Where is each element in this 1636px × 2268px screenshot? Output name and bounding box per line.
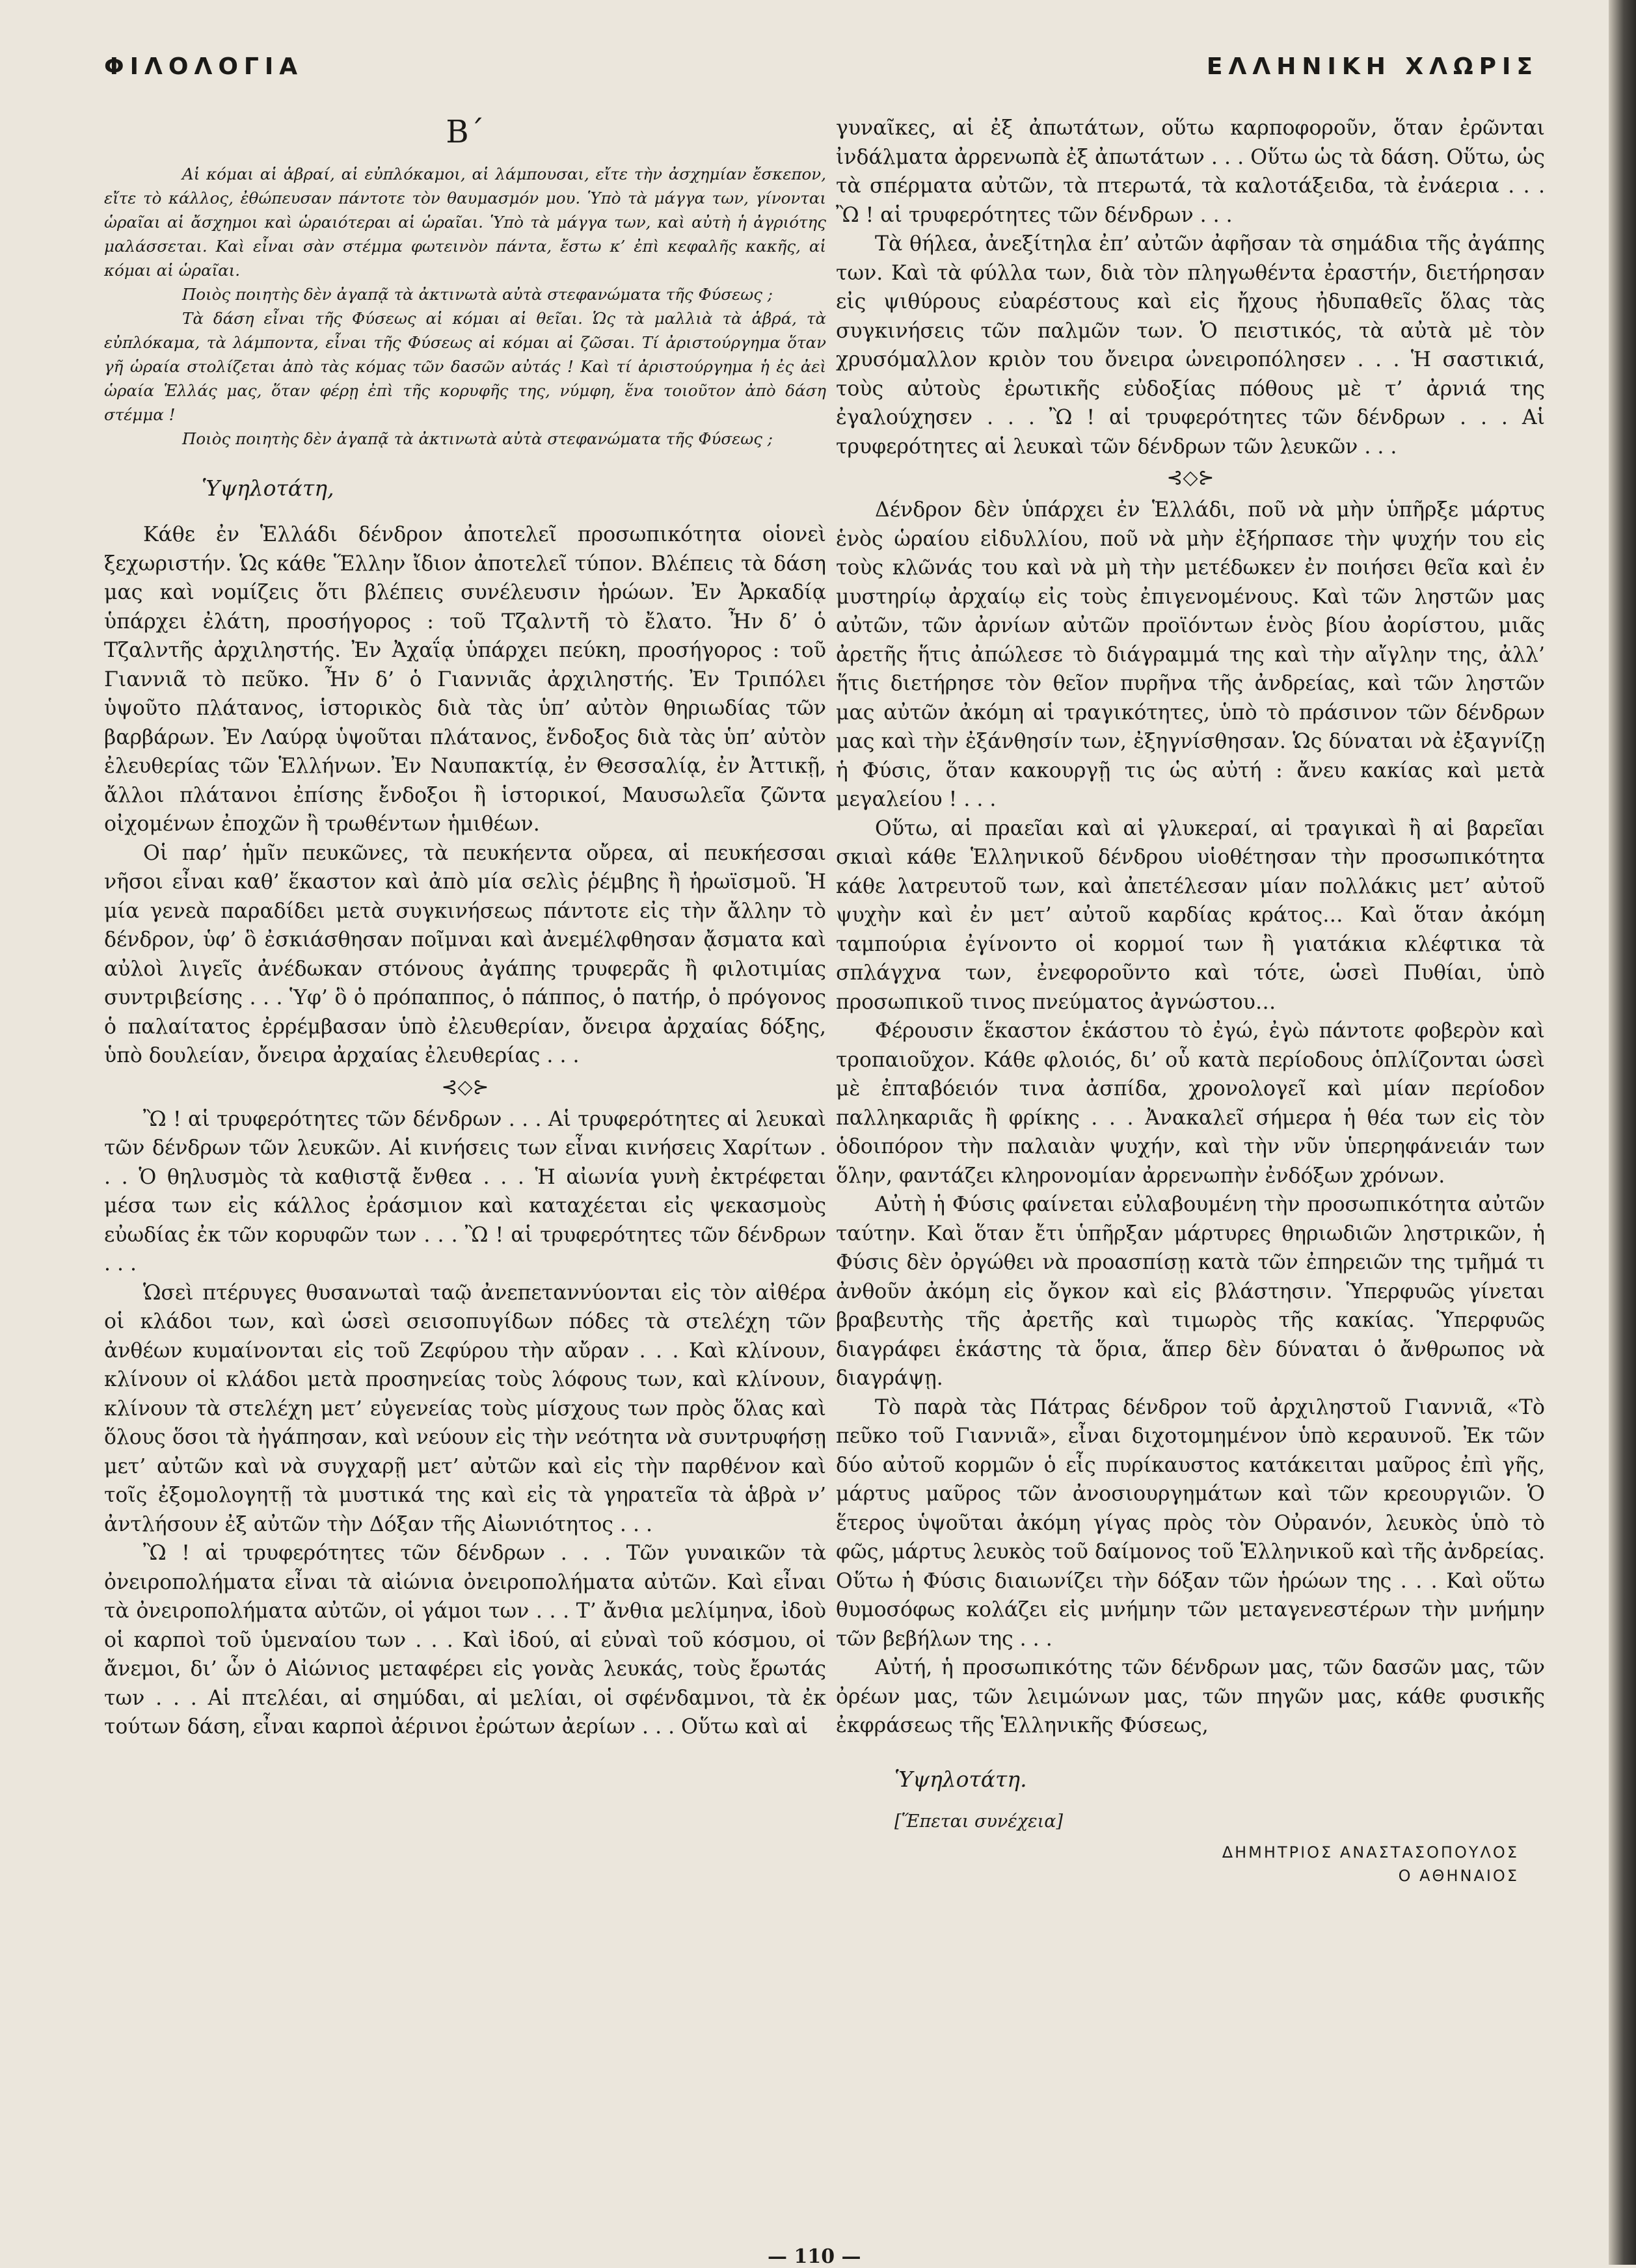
body-paragraph: Ὢ ! αἱ τρυφερότητες τῶν δένδρων . . . Τῶν γυναικῶν τὰ ὀνειροπολήματα εἶναι τὰ αἰώνια ὀνειροπολήματα αὐτῶν. Καὶ εἶναι τὰ ὀνειροπολήματα αὐτῶν, οἱ γάμοι των . . . Τ’ ἄνθια μελίμηνα, ἰδοὺ οἱ καρποὶ τοῦ ὑμεναίου των . . . Καὶ ἰδού, αἱ εὐναὶ τοῦ κόσμου, οἱ ἄνεμοι, δι’ ὧν ὁ Αἰώνιος μεταφέρει εἰς γονὰς λευκάς, τοὺς ἔρωτάς των . . . Αἱ πτελέαι, αἱ σημύδαι, αἱ μελίαι, οἱ σφένδαμνοι, τὰ ἐκ τούτων δάση, εἶναι καρποὶ ἀέρινοι ἐρώτων ἀερίων . . . Οὕτω καὶ αἱ bbox=[104, 1541, 826, 1739]
running-head-section: ΦΙΛΟΛΟΓΙΑ bbox=[104, 53, 304, 80]
salutation: Ὑψηλοτάτη, bbox=[202, 475, 334, 501]
body-paragraph: Οὕτω, αἱ πραεῖαι καὶ αἱ γλυκεραί, αἱ τραγικαὶ ἢ αἱ βαρεῖαι σκιαὶ κάθε Ἑλληνικοῦ δένδρου υἱοθέτησαν τὴν προσωπικότητα κάθε λατρευτοῦ των, καὶ ἀπετέλεσαν μίαν πολλάκις μετ’ αὐτοῦ ψυχὴν καὶ ἐν μετ’ αὐτοῦ καρδίας κράτος… Καὶ ὅταν ἀκόμη ταμπούρια ἐγίνοντο οἱ κορμοί των ἢ γιατάκια κλέφτικα τὰ σπλάγχνα των, ἐνεφοροῦντο καὶ τότε, ὡσεὶ Πυθίαι, ὑπὸ προσωπικοῦ τινος πνεύματος ἀγνώστου… bbox=[836, 816, 1545, 1014]
intro-paragraph: Ποιὸς ποιητὴς δὲν ἀγαπᾷ τὰ ἀκτινωτὰ αὐτὰ στεφανώματα τῆς Φύσεως ; bbox=[182, 429, 773, 448]
body-paragraph: Οἱ παρ’ ἡμῖν πευκῶνες, τὰ πευκήεντα οὔρεα, αἱ πευκήεσσαι νῆσοι εἶναι καθ’ ἕκαστον καὶ ἀπὸ μία σελὶς ῥέμβης ἢ ἡρωϊσμοῦ. Ἡ μία γενεὰ παραδίδει μετὰ συγκινήσεως πάντοτε εἰς τὴν ἄλλην τὸ δένδρον, ὑφ’ ὃ ἐσκιάσθησαν ποῖμναι καὶ ἀνεμέλφθησαν ᾄσματα καὶ αὐλοὶ λιγεῖς ἀνέδωκαν στόνους ἀγάπης τρυφερᾶς ἢ φιλοτιμίας συντριβείσης . . . Ὑφ’ ὃ ὁ πρόπαππος, ὁ πάππος, ὁ πατήρ, ὁ πρόγονος ὁ παλαίτατος ἐρρέμβασαν ὑπὸ ἐλευθερίαν, ὄνειρα ἀρχαίας δόξης, ὑπὸ δουλείαν, ὄνειρα ἀρχαίας ἐλευθερίας . . . bbox=[104, 841, 826, 1067]
intro-paragraph: Ποιὸς ποιητὴς δὲν ἀγαπᾷ τὰ ἀκτινωτὰ αὐτὰ στεφανώματα τῆς Φύσεως ; bbox=[182, 285, 773, 304]
sign-off: Ὑψηλοτάτη. bbox=[894, 1766, 1027, 1792]
intro-paragraph: Τὰ δάση εἶναι τῆς Φύσεως αἱ κόμαι αἱ θεῖαι. Ὡς τὰ μαλλιὰ τὰ ἁβρά, τὰ εὐπλόκαμα, τὰ λάμποντα, εἶναι τῆς Φύσεως αἱ κόμαι αἱ ζῶσαι. Τί ἀριστούργημα ὅταν γῆ ὡραία στολίζεται ἀπὸ τὰς κόμας τῶν δασῶν αὐτάς ! Καὶ τί ἀριστούργημα ἡ ἐς ἀεὶ ὡραία Ἑλλάς μας, ὅταν φέρῃ ἐπὶ τῆς κορυφῆς της, νύμφη, ἕνα τοιοῦτον ἀπὸ δάση στέμμα ! bbox=[104, 309, 826, 424]
intro-paragraph: Αἱ κόμαι αἱ ἁβραί, αἱ εὐπλόκαμοι, αἱ λάμπουσαι, εἴτε τὴν ἀσχημίαν ἔσκεπον, εἴτε τὸ κάλλος, ἐθώπευσαν πάντοτε τὸν θαυμασμόν μου. Ὑπὸ τὰ μάγγα των, γίνονται ὡραῖαι αἱ ἄσχημοι καὶ ὡραιότεραι αἱ ὡραῖαι. Ὑπὸ τὰ μάγγα των, καὶ αὐτὴ ἡ ἀγριότης μαλάσσεται. Καὶ εἶναι σὰν στέμμα φωτεινὸν πάντα, ἔστω κ’ ἐπὶ κεφαλῆς κακῆς, αἱ κόμαι αἱ ὡραῖαι. bbox=[104, 165, 826, 280]
ornament-divider: ⊰◇⊱ bbox=[441, 1075, 489, 1099]
body-paragraph: Δένδρον δὲν ὑπάρχει ἐν Ἑλλάδι, ποῦ νὰ μὴν ὑπῆρξε μάρτυς ἑνὸς ὡραίου εἰδυλλίου, ποῦ νὰ μὴν ἐξήρπασε τὴν ψυχήν του εἰς τοὺς κλῶνάς του καὶ νὰ μὴ τὴν μετέδωκεν ἐν ποιήσει θεῖα καὶ ἐν μυστηρίῳ ἀρχαίῳ εἰς τοὺς ἐπιγενομένους. Καὶ τῶν ληστῶν μας αὐτῶν, τῶν ἀρνίων αὐτῶν προϊόντων ἑνὸς βίου ἀορίστου, μιᾶς ἀρετῆς ἥτις ἀπώλεσε τὸ διάγραμμά της καὶ τὴν αἴγλην της, ἀλλ’ ἥτις διετήρησε τὸν θεῖον πυρῆνα τῆς ἀνδρείας, καὶ τῶν ληστῶν μας αὐτῶν ἀκόμη αἱ τραγικότητες, ὑπὸ τὸ πράσινον τῶν δένδρων μας καὶ τὴν ἐξάνθησίν των, ἐξηγνίσθησαν. Ὡς δύναται νὰ ἐξαγνίζῃ ἡ Φύσις, ὅταν κακουργῇ τις ὡς αὐτή : ἄνευ κακίας καὶ μετὰ μεγαλείου ! . . . bbox=[836, 498, 1545, 811]
running-head-article: ΕΛΛΗΝΙΚΗ ΧΛΩΡΙΣ bbox=[1206, 53, 1538, 80]
binding-gutter-shadow bbox=[1609, 0, 1636, 2265]
body-paragraph: Ὡσεὶ πτέρυγες θυσανωταὶ ταῷ ἀνεπεταννύονται εἰς τὸν αἰθέρα οἱ κλάδοι των, καὶ ὡσεὶ σεισοπυγίδων πόδες τὰ στελέχη τῶν ἀνθέων κυμαίνονται εἰς τοῦ Ζεφύρου τὴν αὔραν . . . Καὶ κλίνουν, κλίνουν οἱ κλάδοι μετὰ προσηνείας τοὺς λόφους των, καὶ κλίνουν, κλίνουν τὰ στελέχη μετ’ εὐγενείας τοὺς μίσχους των πρὸς ὅλας καὶ ὅλους ὅσοι τὰ ἠγάπησαν, καὶ νεύουν εἰς τὴν νεότητα νὰ συντρυφήσῃ μετ’ αὐτῶν καὶ νὰ συγχαρῇ μετ’ αὐτῶν καὶ εἰς τὴν παρθένον καὶ τοῖς ἐξομολογητῇ τὰ μυστικά της καὶ εἰς τὰ γηρατεῖα τὰ ἁβρὰ ν’ ἀντλήσουν ἐξ αὐτῶν τὴν Δόξαν τῆς Αἰωνιότητος . . . bbox=[104, 1281, 826, 1536]
body-paragraph: γυναῖκες, αἱ ἐξ ἀπωτάτων, οὕτω καρποφοροῦν, ὅταν ἐρῶνται ἰνδάλματα ἀρρενωπὰ ἐξ ἀπωτάτων . . . Οὕτω ὡς τὰ δάση. Οὕτω, ὡς τὰ σπέρματα αὐτῶν, τὰ πτερωτά, τὰ καλοτάξειδα, τὰ ἐνάερια . . . Ὢ ! αἱ τρυφερότητες τῶν δένδρων . . . bbox=[836, 116, 1545, 227]
ornament-divider: ⊰◇⊱ bbox=[1166, 466, 1214, 489]
right-column bbox=[836, 114, 1545, 1888]
left-column bbox=[104, 114, 826, 1742]
body-paragraph: Ὢ ! αἱ τρυφερότητες τῶν δένδρων . . . Αἱ τρυφερότητες αἱ λευκαὶ τῶν δένδρων τῶν λευκῶν. Αἱ κινήσεις των εἶναι κινήσεις Χαρίτων . . . Ὁ θηλυσμὸς τὰ καθιστᾷ ἔνθεα . . . Ἡ αἰωνία γυνὴ ἐκτρέφεται μέσα των εἰς κάλλος ἐράσμιον καὶ καταχέεται εἰς ψεκασμοὺς εὐωδίας ἐκ τῶν κορυφῶν των . . . Ὢ ! αἱ τρυφερότητες τῶν δένδρων . . . bbox=[104, 1107, 826, 1275]
section-mark: Β΄ bbox=[446, 114, 485, 150]
body-paragraph: Τὸ παρὰ τὰς Πάτρας δένδρον τοῦ ἀρχιληστοῦ Γιαννιᾶ, «Τὸ πεῦκο τοῦ Γιαννιᾶ», εἶναι διχοτομημένον ὑπὸ κεραυνοῦ. Ἐκ τῶν δύο αὐτοῦ κορμῶν ὁ εἷς πυρίκαυστος κατάκειται μαῦρος ἐπὶ γῆς, μάρτυς μαῦρος τῶν ἀνοσιουργημάτων καὶ τῶν κρεουργιῶν. Ὁ ἕτερος ὑψοῦται ἀκόμη γίγας πρὸς τὸν Οὐρανόν, λευκὸς ὑπὸ τὸ φῶς, μάρτυς λευκὸς τοῦ δαίμονος τοῦ Ἑλληνικοῦ καὶ τῆς ἀνδρείας. Οὕτω ἡ Φύσις διαιωνίζει τὴν δόξαν τῶν ἡρώων της . . . Καὶ οὕτω θυμοσόφως κολάζει εἰς μνήμην τῶν μεταγενεστέρων τὴν μνήμην τῶν βεβήλων της . . . bbox=[836, 1395, 1545, 1651]
body-paragraph: Αὐτή, ἡ προσωπικότης τῶν δένδρων μας, τῶν δασῶν μας, τῶν ὀρέων μας, τῶν λειμώνων μας, τῶν πηγῶν μας, κάθε φυσικῆς ἐκφράσεως τῆς Ἑλληνικῆς Φύσεως, bbox=[836, 1656, 1545, 1737]
body-paragraph: Αὐτὴ ἡ Φύσις φαίνεται εὐλαβουμένη τὴν προσωπικότητα αὐτῶν ταύτην. Καὶ ὅταν ἔτι ὑπῆρξαν μάρτυρες θηριωδιῶν ληστρικῶν, ἡ Φύσις δὲν ὀργώθει νὰ προασπίσῃ κατὰ τῶν ἐπηρειῶν της τμῆμά τι ἀνθοῦν ἀκόμη εἰς ὄγκον καὶ εἰς βλάστησιν. Ὑπερφυῶς γίνεται βραβευτὴς τῆς ἀρετῆς καὶ τιμωρὸς τῆς κακίας. Ὑπερφυῶς διαγράφει ἑκάστης τὰ ὅρια, ἅπερ δὲν δύναται ὁ ἄνθρωπος νὰ διαγράψῃ. bbox=[836, 1193, 1545, 1390]
body-paragraph: Φέρουσιν ἕκαστον ἑκάστου τὸ ἐγώ, ἐγὼ πάντοτε φοβερὸν καὶ τροπαιοῦχον. Κάθε φλοιός, δι’ οὗ κατὰ περίοδους ὁπλίζονται ὡσεὶ μὲ ἐπταβόειόν τινα ἀσπίδα, χρονολογεῖ καὶ μίαν περίοδον παλληκαριᾶς ἢ φρίκης . . . Ἀνακαλεῖ σήμερα ἡ θέα των εἰς τὸν ὁδοιπόρον τὴν παλαιὰν ψυχήν, καὶ τὴν νῦν ὑπερηφάνειάν των ὅλην, φαντάζει κληρονομίαν ἀρρενωπὴν ἐνδόξων χρόνων. bbox=[836, 1019, 1545, 1188]
author-epithet: Ο ΑΘΗΝΑΙΟΣ bbox=[1398, 1866, 1519, 1885]
page-number: — 110 — bbox=[768, 2245, 861, 2268]
continued-note: [Ἕπεται συνέχεια] bbox=[894, 1811, 1063, 1832]
author-name: ΔΗΜΗΤΡΙΟΣ ΑΝΑΣΤΑΣΟΠΟΥΛΟΣ bbox=[1222, 1843, 1519, 1861]
author-signature bbox=[836, 1841, 1519, 1888]
body-paragraph: Κάθε ἐν Ἑλλάδι δένδρον ἀποτελεῖ προσωπικότητα οἱονεὶ ξεχωριστήν. Ὡς κάθε Ἕλλην ἴδιον ἀποτελεῖ τύπον. Βλέπεις τὰ δάση μας καὶ νομίζεις ὅτι βλέπεις συνέλευσιν ἡρώων. Ἐν Ἀρκαδίᾳ ὑπάρχει ἐλάτη, προσήγορος : τοῦ Τζαλντῆ τὸ ἔλατο. Ἦν δ’ ὁ Τζαλντῆς ἀρχιληστής. Ἐν Ἀχαΐᾳ ὑπάρχει πεύκη, προσήγορος : τοῦ Γιαννιᾶ τὸ πεῦκο. Ἦν δ’ ὁ Γιαννιᾶς ἀρχιληστής. Ἐν Τριπόλει ὑψοῦτο πλάτανος, ἱστορικὸς διὰ τὰς ὑπ’ αὐτὸν θηριωδίας τῶν βαρβάρων. Ἐν Λαύρᾳ ὑψοῦται πλάτανος, ἔνδοξος διὰ τὰς ὑπ’ αὐτὸν ἐλευθερίας τῶν Ἑλλήνων. Ἐν Ναυπακτίᾳ, ἐν Θεσσαλίᾳ, ἐν Ἀττικῇ, ἄλλοι πλάτανοι ἐπίσης ἔνδοξοι ἢ ἱστορικοί, Μαυσωλεῖα ζῶντα οἰχομένων ἐποχῶν ἢ τρωθέντων ἡμιθέων. bbox=[104, 523, 826, 836]
body-paragraph: Τὰ θήλεα, ἀνεξίτηλα ἐπ’ αὐτῶν ἀφῆσαν τὰ σημάδια τῆς ἀγάπης των. Καὶ τὰ φύλλα των, διὰ τὸν πληγωθέντα ἐραστήν, διετήρησαν εἰς ψιθύρους εὐαρέστους καὶ εἰς ἤχους ἠδυπαθεῖς ὅλας τὰς συγκινήσεις τῶν παλμῶν των. Ὁ πειστικός, τὰ αὐτὰ μὲ τὸν χρυσόμαλλον κριὸν του ὄνειρα ὠνειροπόλησεν . . . Ἡ σαστικιά, τοὺς αὐτοὺς ἐρωτικῆς εὐδοξίας πόθους μὲ τ’ ἀρνιά της ἐγαλούχησεν . . . Ὢ ! αἱ τρυφερότητες τῶν δένδρων . . . Αἱ τρυφερότητες αἱ λευκαὶ τῶν δένδρων τῶν λευκῶν . . . bbox=[836, 232, 1545, 459]
